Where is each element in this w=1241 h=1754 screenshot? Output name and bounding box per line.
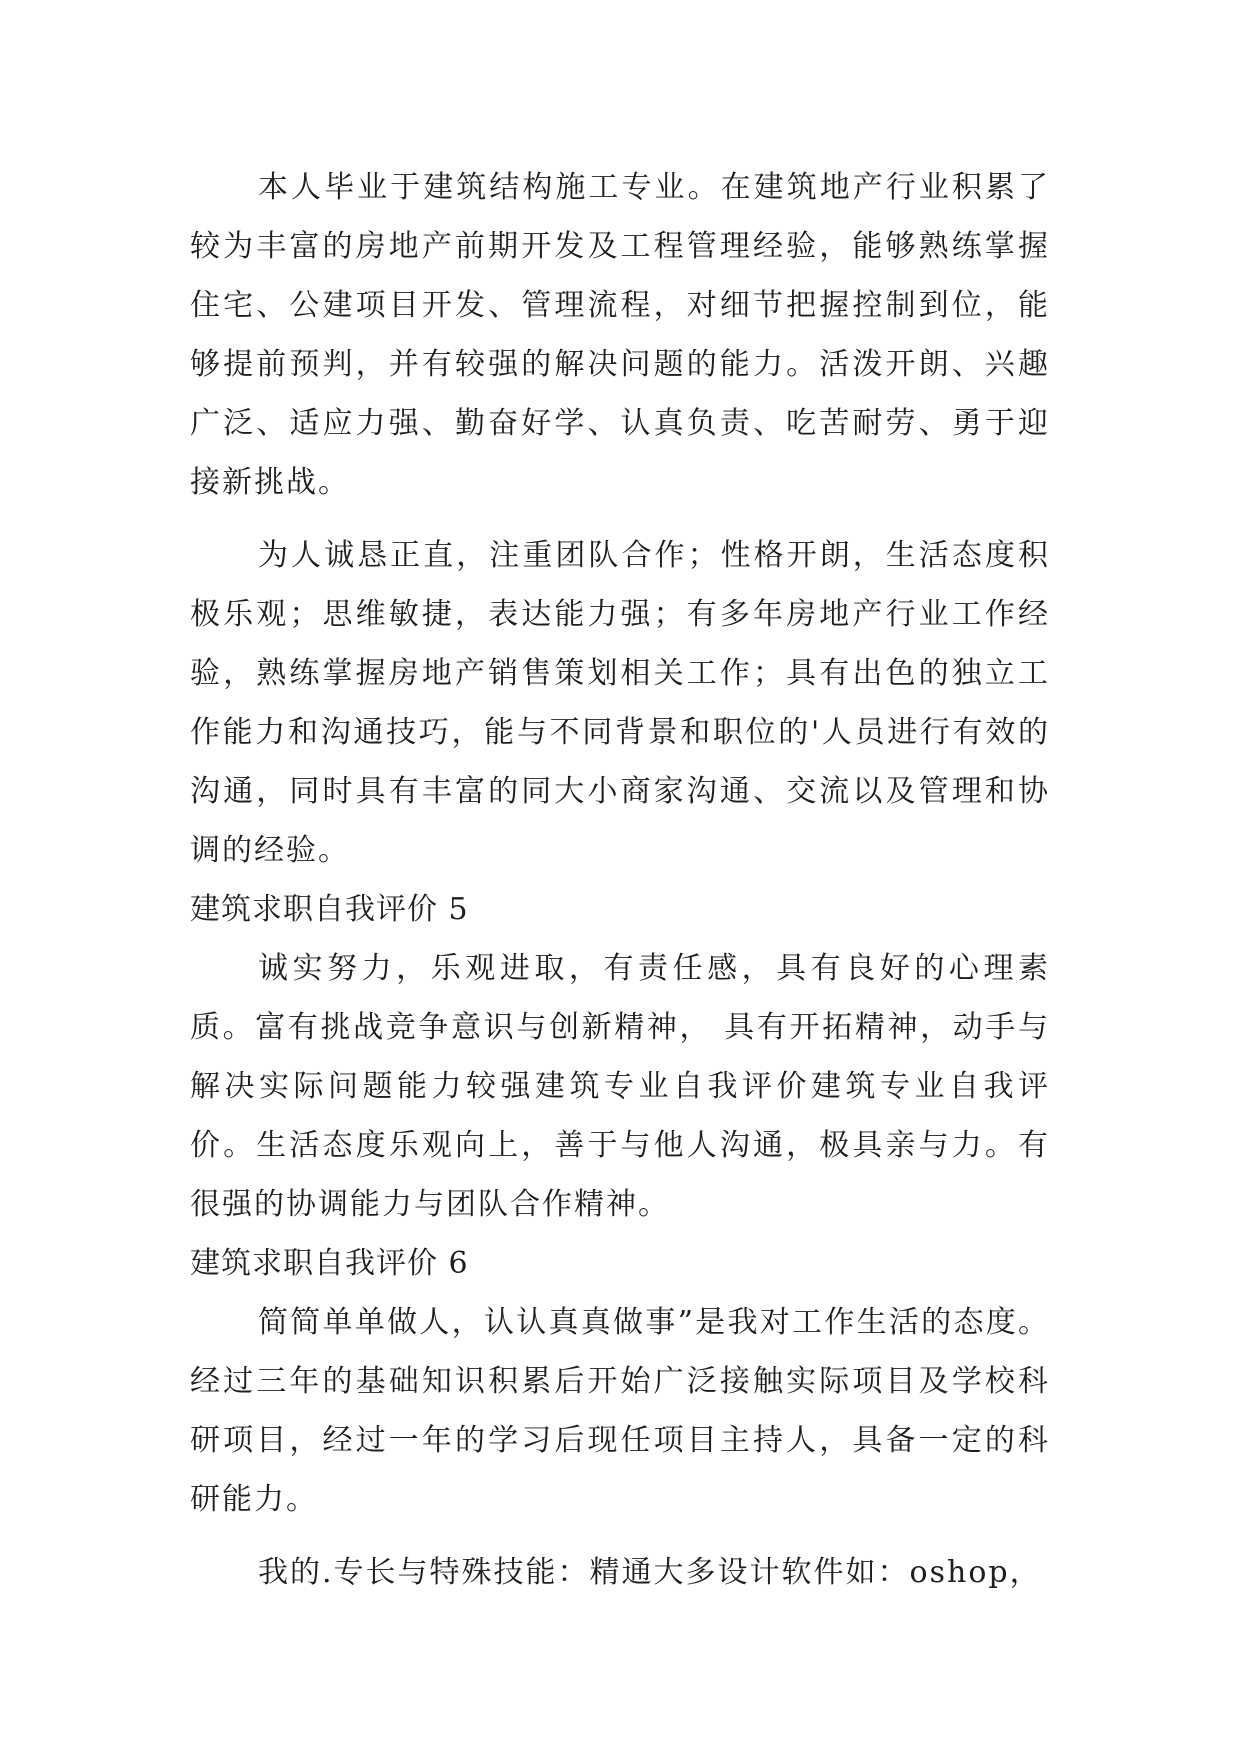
section-heading-5: 建筑求职自我评价 5 (190, 892, 469, 927)
paragraph-3: 诚实努力，乐观进取，有责任感，具有良好的心理素质。富有挑战竞争意识与创新精神， 具有开拓精神，动手与解决实际问题能力较强建筑专业自我评价建筑专业自我评价。生活态度乐观向上，善于与他人沟通，极具亲与力。有很强的协调能力与团队合作精神。 (190, 951, 1050, 1222)
paragraph-1: 本人毕业于建筑结构施工专业。在建筑地产行业积累了较为丰富的房地产前期开发及工程管理经验，能够熟练掌握住宅、公建项目开发、管理流程，对细节把握控制到位，能够提前预判，并有较强的解决问题的能力。活泼开朗、兴趣广泛、适应力强、勤奋好学、认真负责、吃苦耐劳、勇于迎接新挑战。 (190, 170, 1050, 500)
section-heading-6: 建筑求职自我评价 6 (190, 1246, 469, 1281)
document-body (190, 158, 1050, 1602)
paragraph-5: 我的.专长与特殊技能：精通大多设计软件如：oshop， (258, 1555, 1042, 1590)
paragraph-2: 为人诚恳正直，注重团队合作；性格开朗，生活态度积极乐观；思维敏捷，表达能力强；有多年房地产行业工作经验，熟练掌握房地产销售策划相关工作；具有出色的独立工作能力和沟通技巧，能与不同背景和职位的'人员进行有效的沟通，同时具有丰富的同大小商家沟通、交流以及管理和协调的经验。 (190, 538, 1050, 868)
paragraph-4: 简简单单做人，认认真真做事”是我对工作生活的态度。经过三年的基础知识积累后开始广泛接触实际项目及学校科研项目，经过一年的学习后现任项目主持人，具备一定的科研能力。 (190, 1305, 1050, 1517)
